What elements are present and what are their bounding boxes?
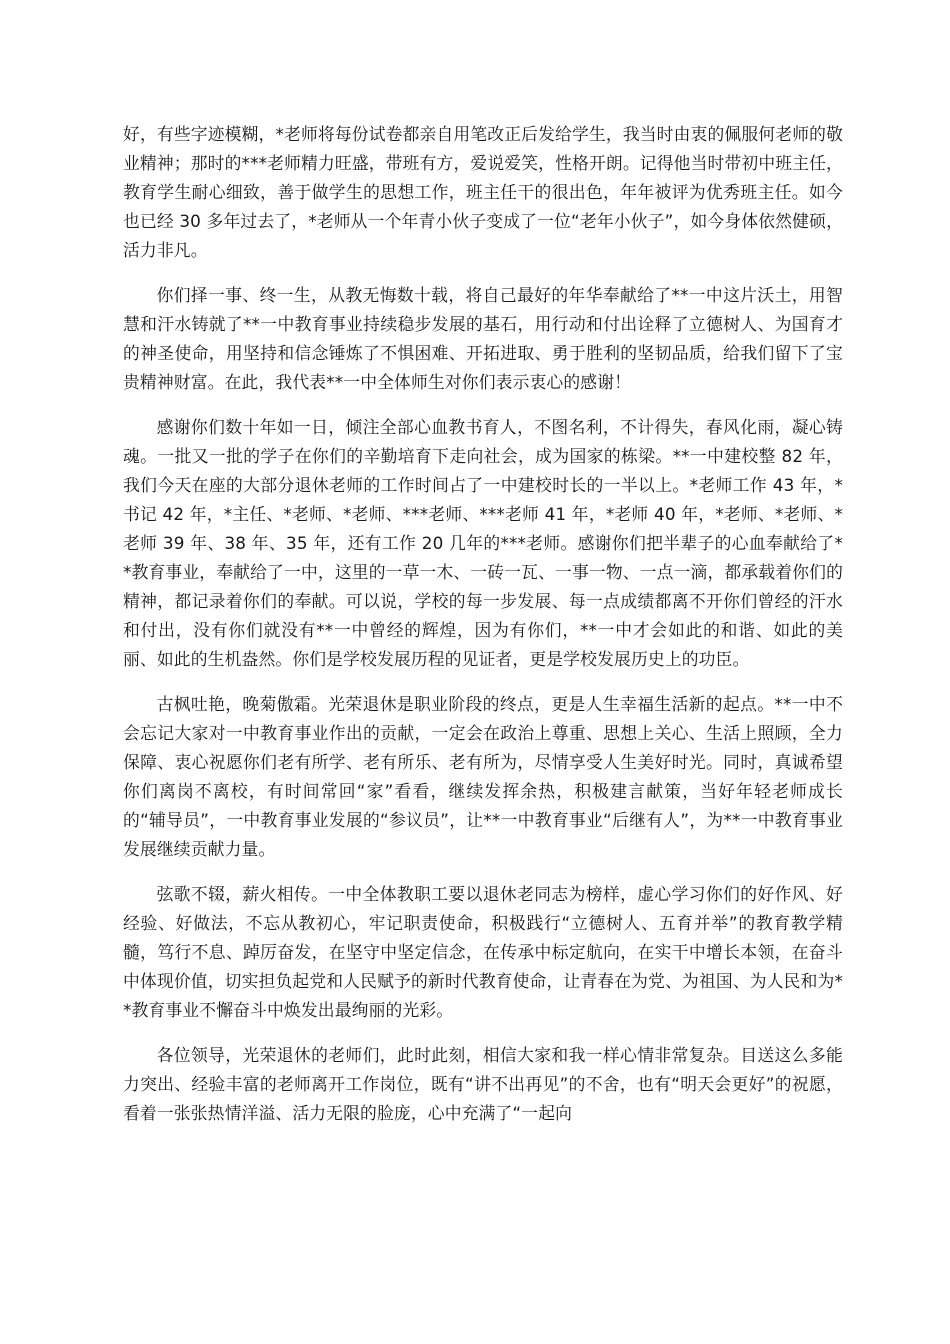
- paragraph-2: 你们择一事、终一生，从教无悔数十载，将自己最好的年华奉献给了**一中这片沃土，用智慧和汗水铸就了**一中教育事业持续稳步发展的基石，用行动和付出诠释了立德树人、为国育才的神圣使命，用坚持和信念锤炼了不惧困难、开拓进取、勇于胜利的坚韧品质，给我们留下了宝贵精神财富。在此，我代表**一中全体师生对你们表示衷心的感谢！: [123, 285, 843, 392]
- paragraph-6: 各位领导，光荣退休的老师们，此时此刻，相信大家和我一样心情非常复杂。目送这么多能力突出、经验丰富的老师离开工作岗位，既有“讲不出再见”的不舍，也有“明天会更好”的祝愿，看着一张张热情洋溢、活力无限的脸庞，心中充满了“一起向: [123, 1045, 843, 1123]
- document-body: [123, 120, 843, 1144]
- paragraph-4: 古枫吐艳，晚菊傲霜。光荣退休是职业阶段的终点，更是人生幸福生活新的起点。**一中不会忘记大家对一中教育事业作出的贡献，一定会在政治上尊重、思想上关心、生活上照顾，全力保障、衷心祝愿你们老有所学、老有所乐、老有所为，尽情享受人生美好时光。同时，真诚希望你们离岗不离校，有时间常回“家”看看，继续发挥余热，积极建言献策，当好年轻老师成长的“辅导员”，一中教育事业发展的“参议员”，让**一中教育事业“后继有人”，为**一中教育事业发展继续贡献力量。: [123, 694, 843, 859]
- paragraph-5: 弦歌不辍，薪火相传。一中全体教职工要以退休老同志为榜样，虚心学习你们的好作风、好经验、好做法，不忘从教初心，牢记职责使命，积极践行“立德树人、五育并举”的教育教学精髓，笃行不息、踔厉奋发，在坚守中坚定信念，在传承中标定航向，在实干中增长本领，在奋斗中体现价值，切实担负起党和人民赋予的新时代教育使命，让青春在为党、为祖国、为人民和为**教育事业不懈奋斗中焕发出最绚丽的光彩。: [123, 884, 843, 1020]
- paragraph-3: 感谢你们数十年如一日，倾注全部心血教书育人，不图名利，不计得失，春风化雨，凝心铸魂。一批又一批的学子在你们的辛勤培育下走向社会，成为国家的栋梁。**一中建校整 82 年，我们今天在座的大部分退休老师的工作时间占了一中建校时长的一半以上。*老师工作 43 年，*书记 42 年，*主任、*老师、*老师、***老师、***老师 41 年，*老师 40 年，*老师、*老师、*老师 39 年、38 年、35 年，还有工作 20 几年的***老师。感谢你们把半辈子的心血奉献给了**教育事业，奉献给了一中，这里的一草一木、一砖一瓦、一事一物、一点一滴，都承载着你们的精神，都记录着你们的奉献。可以说，学校的每一步发展、每一点成绩都离不开你们曾经的汗水和付出，没有你们就没有**一中曾经的辉煌，因为有你们，**一中才会如此的和谐、如此的美丽、如此的生机盎然。你们是学校发展历程的见证者，更是学校发展历史上的功臣。: [123, 417, 843, 669]
- paragraph-1: 好，有些字迹模糊，*老师将每份试卷都亲自用笔改正后发给学生，我当时由衷的佩服何老师的敬业精神；那时的***老师精力旺盛，带班有方，爱说爱笑，性格开朗。记得他当时带初中班主任，教育学生耐心细致，善于做学生的思想工作，班主任干的很出色，年年被评为优秀班主任。如今也已经 30 多年过去了，*老师从一个年青小伙子变成了一位“老年小伙子”，如今身体依然健硕，活力非凡。: [123, 124, 843, 260]
